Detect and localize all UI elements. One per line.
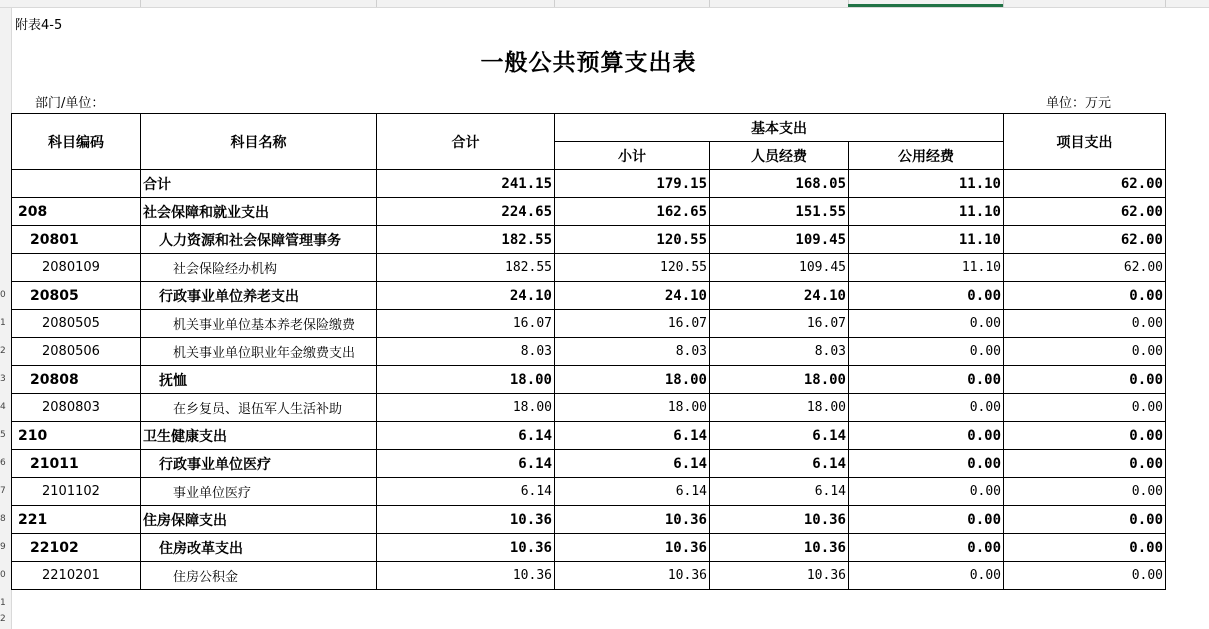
total-cell[interactable]: 241.15 — [377, 170, 555, 198]
code-cell[interactable]: 208 — [12, 198, 141, 226]
personnel-cell[interactable]: 24.10 — [710, 282, 849, 310]
project-cell[interactable]: 0.00 — [1004, 450, 1166, 478]
table-row — [12, 534, 1166, 562]
column-divider — [140, 0, 141, 7]
public-cell[interactable]: 0.00 — [849, 562, 1004, 590]
total-cell[interactable]: 6.14 — [377, 478, 555, 506]
table-row — [12, 170, 1166, 198]
personnel-cell[interactable]: 168.05 — [710, 170, 849, 198]
total-cell[interactable]: 10.36 — [377, 506, 555, 534]
public-cell[interactable]: 0.00 — [849, 478, 1004, 506]
column-divider — [1003, 0, 1004, 7]
code-cell[interactable]: 2080505 — [12, 310, 141, 338]
public-cell[interactable]: 0.00 — [849, 282, 1004, 310]
public-cell[interactable]: 0.00 — [849, 450, 1004, 478]
total-cell[interactable]: 18.00 — [377, 366, 555, 394]
name-cell[interactable]: 行政事业单位医疗 — [141, 450, 377, 478]
code-cell[interactable]: 2210201 — [12, 562, 141, 590]
name-cell[interactable]: 卫生健康支出 — [141, 422, 377, 450]
project-cell[interactable]: 0.00 — [1004, 478, 1166, 506]
public-cell[interactable]: 0.00 — [849, 534, 1004, 562]
name-cell[interactable]: 社会保险经办机构 — [141, 254, 377, 282]
code-cell[interactable]: 2080109 — [12, 254, 141, 282]
total-cell[interactable]: 8.03 — [377, 338, 555, 366]
row-number[interactable]: 8 — [0, 514, 6, 524]
name-cell[interactable]: 住房公积金 — [141, 562, 377, 590]
header-personnel[interactable]: 人员经费 — [710, 142, 849, 170]
code-cell[interactable]: 221 — [12, 506, 141, 534]
name-cell[interactable]: 社会保障和就业支出 — [141, 198, 377, 226]
total-cell[interactable]: 18.00 — [377, 394, 555, 422]
name-cell[interactable]: 机关事业单位基本养老保险缴费 — [141, 310, 377, 338]
code-cell[interactable]: 2101102 — [12, 478, 141, 506]
public-cell[interactable]: 0.00 — [849, 506, 1004, 534]
project-cell[interactable]: 62.00 — [1004, 226, 1166, 254]
subtotal-cell[interactable]: 6.14 — [555, 422, 710, 450]
subtotal-cell[interactable]: 120.55 — [555, 226, 710, 254]
code-cell[interactable]: 2080506 — [12, 338, 141, 366]
table-row — [12, 450, 1166, 478]
name-cell[interactable]: 行政事业单位养老支出 — [141, 282, 377, 310]
name-cell[interactable]: 机关事业单位职业年金缴费支出 — [141, 338, 377, 366]
table-row — [12, 366, 1166, 394]
code-cell[interactable]: 21011 — [12, 450, 141, 478]
name-cell[interactable]: 在乡复员、退伍军人生活补助 — [141, 394, 377, 422]
column-header-strip[interactable] — [0, 0, 1209, 8]
subtotal-cell[interactable]: 10.36 — [555, 562, 710, 590]
total-cell[interactable]: 6.14 — [377, 422, 555, 450]
row-number[interactable]: 1 — [0, 318, 6, 328]
name-cell[interactable]: 人力资源和社会保障管理事务 — [141, 226, 377, 254]
subtotal-cell[interactable]: 6.14 — [555, 450, 710, 478]
public-cell[interactable]: 11.10 — [849, 170, 1004, 198]
department-label[interactable]: 部门/单位： — [35, 96, 105, 111]
personnel-cell[interactable]: 10.36 — [710, 506, 849, 534]
project-cell[interactable]: 0.00 — [1004, 282, 1166, 310]
subtotal-cell[interactable]: 120.55 — [555, 254, 710, 282]
header-subtotal[interactable]: 小计 — [555, 142, 710, 170]
total-cell[interactable]: 10.36 — [377, 534, 555, 562]
table-row — [12, 562, 1166, 590]
personnel-cell[interactable]: 109.45 — [710, 226, 849, 254]
public-cell[interactable]: 0.00 — [849, 338, 1004, 366]
public-cell[interactable]: 11.10 — [849, 226, 1004, 254]
total-cell[interactable]: 24.10 — [377, 282, 555, 310]
personnel-cell[interactable]: 16.07 — [710, 310, 849, 338]
subtotal-cell[interactable]: 10.36 — [555, 534, 710, 562]
table-row — [12, 506, 1166, 534]
table-row — [12, 254, 1166, 282]
sheet-title[interactable]: 一般公共预算支出表 — [480, 49, 697, 76]
name-cell[interactable]: 住房保障支出 — [141, 506, 377, 534]
row-number[interactable]: 3 — [0, 374, 6, 384]
personnel-cell[interactable]: 10.36 — [710, 562, 849, 590]
code-cell[interactable]: 2080803 — [12, 394, 141, 422]
row-number[interactable]: 0 — [0, 290, 6, 300]
public-cell[interactable]: 0.00 — [849, 310, 1004, 338]
project-cell[interactable]: 62.00 — [1004, 170, 1166, 198]
project-cell[interactable]: 0.00 — [1004, 506, 1166, 534]
table-row — [12, 478, 1166, 506]
total-cell[interactable]: 182.55 — [377, 226, 555, 254]
row-number[interactable]: 9 — [0, 542, 6, 552]
subtotal-cell[interactable]: 6.14 — [555, 478, 710, 506]
project-cell[interactable]: 0.00 — [1004, 422, 1166, 450]
column-divider — [709, 0, 710, 7]
name-cell[interactable]: 事业单位医疗 — [141, 478, 377, 506]
project-cell[interactable]: 0.00 — [1004, 338, 1166, 366]
personnel-cell[interactable]: 6.14 — [710, 450, 849, 478]
public-cell[interactable]: 0.00 — [849, 422, 1004, 450]
subtotal-cell[interactable]: 18.00 — [555, 366, 710, 394]
subtotal-cell[interactable]: 162.65 — [555, 198, 710, 226]
project-cell[interactable]: 0.00 — [1004, 394, 1166, 422]
total-cell[interactable]: 182.55 — [377, 254, 555, 282]
subtotal-cell[interactable]: 24.10 — [555, 282, 710, 310]
subtotal-cell[interactable]: 8.03 — [555, 338, 710, 366]
subtotal-cell[interactable]: 179.15 — [555, 170, 710, 198]
header-public[interactable]: 公用经费 — [849, 142, 1004, 170]
project-cell[interactable]: 0.00 — [1004, 562, 1166, 590]
total-cell[interactable]: 10.36 — [377, 562, 555, 590]
table-row — [12, 338, 1166, 366]
code-cell[interactable]: 20808 — [12, 366, 141, 394]
row-number[interactable]: 6 — [0, 458, 6, 468]
public-cell[interactable]: 11.10 — [849, 254, 1004, 282]
header-project-expenditure[interactable]: 项目支出 — [1004, 114, 1166, 170]
personnel-cell[interactable]: 6.14 — [710, 422, 849, 450]
name-cell[interactable]: 住房改革支出 — [141, 534, 377, 562]
column-divider — [1165, 0, 1166, 7]
personnel-cell[interactable]: 109.45 — [710, 254, 849, 282]
column-divider — [376, 0, 377, 7]
header-name[interactable]: 科目名称 — [141, 114, 377, 170]
row-number[interactable]: 5 — [0, 430, 6, 440]
code-cell[interactable]: 20801 — [12, 226, 141, 254]
header-total[interactable]: 合计 — [377, 114, 555, 170]
total-cell[interactable]: 16.07 — [377, 310, 555, 338]
table-row — [12, 394, 1166, 422]
project-cell[interactable]: 0.00 — [1004, 534, 1166, 562]
unit-label[interactable]: 单位：万元 — [1046, 96, 1112, 111]
name-cell[interactable]: 合计 — [141, 170, 377, 198]
budget-table — [11, 113, 1166, 590]
row-number[interactable]: 1 — [0, 598, 6, 608]
table-row — [12, 310, 1166, 338]
personnel-cell[interactable]: 18.00 — [710, 366, 849, 394]
personnel-cell[interactable]: 6.14 — [710, 478, 849, 506]
code-cell[interactable] — [12, 170, 141, 198]
total-cell[interactable]: 224.65 — [377, 198, 555, 226]
public-cell[interactable]: 11.10 — [849, 198, 1004, 226]
total-cell[interactable]: 6.14 — [377, 450, 555, 478]
personnel-cell[interactable]: 151.55 — [710, 198, 849, 226]
project-cell[interactable]: 62.00 — [1004, 198, 1166, 226]
personnel-cell[interactable]: 18.00 — [710, 394, 849, 422]
table-row — [12, 226, 1166, 254]
code-cell[interactable]: 22102 — [12, 534, 141, 562]
row-number[interactable]: 0 — [0, 570, 6, 580]
row-number[interactable]: 2 — [0, 614, 6, 624]
personnel-cell[interactable]: 10.36 — [710, 534, 849, 562]
row-number[interactable]: 7 — [0, 486, 6, 496]
table-row — [12, 282, 1166, 310]
project-cell[interactable]: 0.00 — [1004, 310, 1166, 338]
project-cell[interactable]: 0.00 — [1004, 366, 1166, 394]
selected-column-indicator — [848, 4, 1003, 7]
subtotal-cell[interactable]: 10.36 — [555, 506, 710, 534]
project-cell[interactable]: 62.00 — [1004, 254, 1166, 282]
name-cell[interactable]: 抚恤 — [141, 366, 377, 394]
public-cell[interactable]: 0.00 — [849, 394, 1004, 422]
row-number[interactable]: 4 — [0, 402, 6, 412]
header-code[interactable]: 科目编码 — [12, 114, 141, 170]
subtotal-cell[interactable]: 18.00 — [555, 394, 710, 422]
table-row — [12, 422, 1166, 450]
code-cell[interactable]: 20805 — [12, 282, 141, 310]
personnel-cell[interactable]: 8.03 — [710, 338, 849, 366]
annex-label[interactable]: 附表4-5 — [15, 18, 63, 33]
subtotal-cell[interactable]: 16.07 — [555, 310, 710, 338]
column-divider — [554, 0, 555, 7]
row-number[interactable]: 2 — [0, 346, 6, 356]
table-row — [12, 198, 1166, 226]
code-cell[interactable]: 210 — [12, 422, 141, 450]
public-cell[interactable]: 0.00 — [849, 366, 1004, 394]
header-basic-expenditure[interactable]: 基本支出 — [555, 114, 1004, 142]
